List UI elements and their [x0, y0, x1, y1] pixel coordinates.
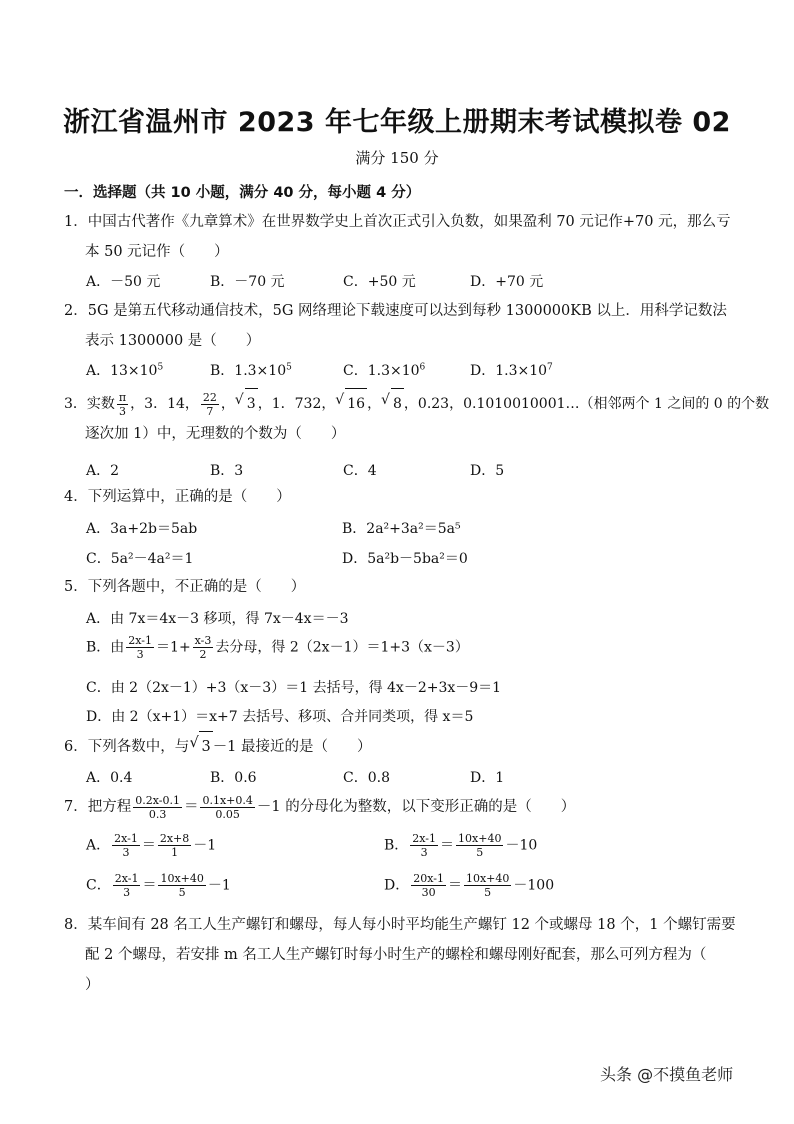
option-b: B．0.6: [210, 770, 257, 786]
option-c: C．+50 元: [343, 274, 416, 290]
question-6: 6．下列各数中，与 √ 3 －1 最接近的是（ ）: [64, 731, 744, 762]
option-d: D．5a²b－5ba²＝0: [342, 551, 468, 567]
option-c: C．0.8: [343, 770, 390, 786]
sqrt-16: √ 16: [345, 388, 367, 419]
option-c: C．$1.3\times 10^6$: [343, 362, 426, 379]
question-4: [64, 482, 744, 512]
watermark: 头条 @不摸鱼老师: [600, 1065, 734, 1084]
question-1-line2: 本 50 元记作（ ）: [85, 244, 229, 260]
option-c: C． $\frac{2x-1}{3}$ ＝ $\frac{10x+40}{5}$ －1: [86, 872, 231, 899]
sqrt-8: √ 8: [391, 388, 404, 419]
question-8-line3: ）: [85, 977, 100, 993]
question-2-line2: 表示 1300000 是（ ）: [85, 333, 261, 349]
option-b: B． $\frac{2x-1}{3}$ ＝ $\frac{10x+40}{5}$ －10: [384, 832, 538, 859]
question-5-line1: 5．下列各题中，不正确的是（ ）: [64, 579, 306, 595]
question-8-line1: 8．某车间有 28 名工人生产螺钉和螺母，每人每小时平均能生产螺钉 12 个或螺母 18 个，1 个螺钉需要: [64, 917, 736, 933]
question-2-line1: 2．5G 是第五代移动通信技术，5G 网络理论下载速度可以达到每秒 1300000KB 以上．用科学记数法: [64, 303, 727, 319]
option-a: A．由 7x＝4x－3 移项，得 7x－4x＝－3: [86, 611, 349, 627]
option-a: A．0.4: [86, 770, 133, 786]
question-3-line2: 逐次加 1）中，无理数的个数为（ ）: [85, 426, 346, 442]
question-1-line1: 1．中国古代著作《九章算术》在世界数学史上首次正式引入负数，如果盈利 70 元记作+70 元，那么亏: [64, 214, 731, 230]
option-c: C．4: [343, 463, 377, 479]
question-3-line1: 3．实数 $\frac{\pi}{3}$ ，3．14， $\frac{22}{7}$ ， √ 3 ，1．732， √ 16 ， √ 8 ，0.23，0.1010010001…（相邻两个 1 之间的 0 的个数: [64, 388, 744, 419]
question-6-options: [86, 767, 746, 793]
option-d: D．+70 元: [470, 274, 544, 290]
option-a: A．$13\times 10^5$: [86, 362, 164, 379]
section-heading: 一．选择题（共 10 小题，满分 40 分，每小题 4 分）: [64, 185, 421, 201]
fraction-pi-over-3: $\frac{\pi}{3}$: [118, 390, 127, 418]
option-c: C．由 2（2x－1）+3（x－3）＝1 去括号，得 4x－2+3x－9＝1: [86, 680, 502, 696]
option-c: C．5a²－4a²＝1: [86, 551, 194, 567]
sqrt-3: √ 3: [199, 731, 212, 762]
option-d: D．5: [470, 463, 505, 479]
question-2-options: [86, 360, 746, 386]
option-a: A．2: [86, 463, 120, 479]
question-1: [64, 207, 744, 267]
sqrt-3: √ 3: [245, 388, 258, 419]
question-5: [64, 572, 744, 602]
option-d: D．1: [470, 770, 505, 786]
option-b: B．$1.3\times 10^5$: [210, 362, 292, 379]
question-4-line1: 4．下列运算中，正确的是（ ）: [64, 489, 291, 505]
question-3: [64, 388, 770, 449]
option-a: A．3a+2b＝5ab: [86, 521, 198, 537]
option-a: A． $\frac{2x-1}{3}$ ＝ $\frac{2x+8}{1}$ －1: [86, 832, 217, 859]
question-2: [64, 296, 744, 356]
option-b: B．2a²+3a²＝5a⁵: [342, 521, 461, 537]
fraction-22-over-7: $\frac{22}{7}$: [202, 390, 217, 418]
option-b: B．由 $\frac{2x-1}{3}$ ＝1+ $\frac{x-3}{2}$ 去分母，得 2（2x－1）＝1+3（x－3）: [86, 634, 469, 661]
option-b: B．－70 元: [210, 274, 285, 290]
exam-title: 浙江省温州市 2023 年七年级上册期末考试模拟卷 02: [63, 107, 731, 138]
question-8-line2: 配 2 个螺母，若安排 m 名工人生产螺钉时每小时生产的螺栓和螺母刚好配套，那么可列方程为（: [85, 947, 707, 963]
option-b: B．3: [210, 463, 244, 479]
question-7: 7．把方程 $\frac{0.2x-0.1}{0.3}$ ＝ $\frac{0.1x+0.4}{0.05}$ －1 的分母化为整数，以下变形正确的是（ ）: [64, 793, 576, 821]
full-score: 满分 150 分: [355, 149, 439, 167]
option-a: A．－50 元: [86, 274, 161, 290]
question-1-options: [86, 271, 746, 297]
question-8: [64, 910, 744, 1000]
option-d: D．由 2（x+1）＝x+7 去括号、移项、合并同类项，得 x＝5: [86, 709, 474, 725]
option-d: D．$1.3\times 10^7$: [470, 362, 553, 379]
option-d: D． $\frac{20x-1}{30}$ ＝ $\frac{10x+40}{5}$ －100: [384, 872, 555, 899]
